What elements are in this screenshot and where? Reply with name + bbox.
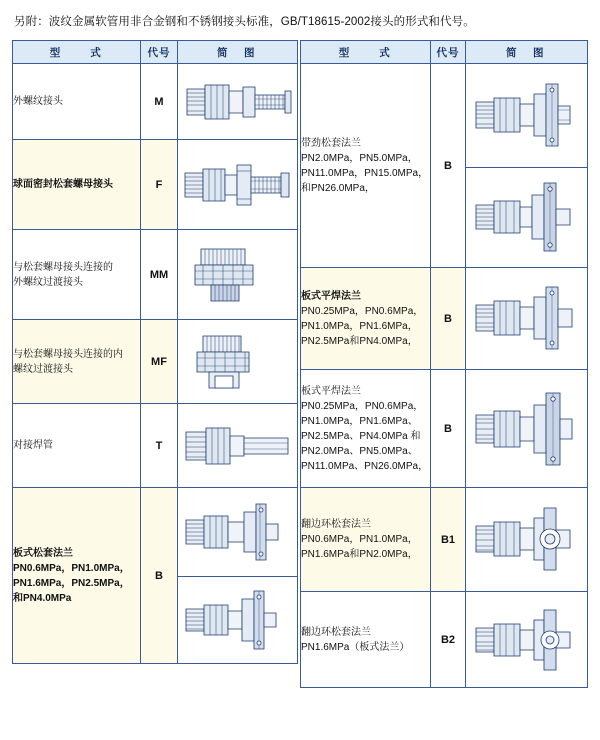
plate-loose-flange-figure-a xyxy=(178,488,297,577)
table-row xyxy=(13,64,298,140)
right-spec-table xyxy=(300,40,588,688)
row-code-cell: B xyxy=(431,268,465,370)
table-row xyxy=(13,488,298,664)
row-code-cell: T xyxy=(141,404,177,488)
row-figure-cell xyxy=(177,320,297,404)
plate-loose-flange-figure-b xyxy=(178,577,297,663)
header-code: 代号 xyxy=(141,41,177,64)
table-row xyxy=(13,320,298,404)
row-code-cell: B xyxy=(431,370,465,488)
table-row xyxy=(13,140,298,230)
page-title: 另附：波纹金属软管用非合金钢和不锈钢接头标准，GB/T18615-2002接头的形式和代号。 xyxy=(14,16,475,28)
table-row xyxy=(301,268,588,370)
internal-thread-transition-figure xyxy=(178,330,297,394)
butt-weld-pipe-figure xyxy=(178,416,297,476)
row-code-cell: B xyxy=(431,64,465,268)
tables-container xyxy=(12,40,588,688)
row-code-cell: F xyxy=(141,140,177,230)
row-figure-cell xyxy=(177,230,297,320)
row-figure-cell xyxy=(177,140,297,230)
row-code-cell: MF xyxy=(141,320,177,404)
plate-flat-weld-flange-figure xyxy=(466,275,587,363)
row-type-cell: 外螺纹接头 xyxy=(13,64,141,140)
header-figure: 简 图 xyxy=(465,41,587,64)
row-type-cell: 板式松套法兰 PN0.6MPa，PN1.0MPa， PN1.6MPa，PN2.5MPa， 和PN4.0MPa xyxy=(13,488,141,664)
row-type-cell: 与松套螺母接头连接的内 螺纹过渡接头 xyxy=(13,320,141,404)
header-figure: 简 图 xyxy=(177,41,297,64)
table-header-row xyxy=(13,41,298,64)
table-row xyxy=(13,404,298,488)
table-header-row xyxy=(301,41,588,64)
row-code-cell: MM xyxy=(141,230,177,320)
plate-flat-weld-flange-figure-2 xyxy=(466,377,587,481)
lap-joint-flange-figure xyxy=(466,494,587,586)
row-code-cell: B xyxy=(141,488,177,664)
header-type: 型 式 xyxy=(13,41,141,64)
row-type-cell: 与松套螺母接头连接的 外螺纹过渡接头 xyxy=(13,230,141,320)
ribbed-loose-flange-figure-a xyxy=(466,70,587,162)
row-figure-cell xyxy=(465,488,587,592)
row-type-cell: 翻边环松套法兰 PN0.6MPa，PN1.0MPa， PN1.6MPa和PN2.0MPa， xyxy=(301,488,431,592)
row-figure-cell xyxy=(465,168,587,268)
lap-joint-flange-plate-figure xyxy=(466,598,587,682)
row-figure-cell xyxy=(177,404,297,488)
row-figure-cell xyxy=(465,268,587,370)
row-code-cell: B2 xyxy=(431,592,465,688)
spherical-seal-union-nut-figure xyxy=(178,153,297,217)
row-figure-cell xyxy=(465,64,587,168)
header-code: 代号 xyxy=(431,41,465,64)
male-thread-joint-figure xyxy=(178,73,297,131)
row-figure-cell xyxy=(177,64,297,140)
external-thread-transition-figure xyxy=(178,241,297,309)
row-code-cell: B1 xyxy=(431,488,465,592)
row-code-cell: M xyxy=(141,64,177,140)
row-type-cell: 翻边环松套法兰 PN1.6MPa（板式法兰） xyxy=(301,592,431,688)
row-figure-cell xyxy=(465,592,587,688)
row-figure-cell xyxy=(465,370,587,488)
table-row xyxy=(13,230,298,320)
row-type-cell: 球面密封松套螺母接头 xyxy=(13,140,141,230)
row-type-cell: 板式平焊法兰 PN0.25MPa，PN0.6MPa， PN1.0MPa，PN1.6MPa、 PN2.5MPa、PN4.0MPa 和 PN2.0MPa、PN5.0MPa、 PN11.0MPa、PN26.0MPa， xyxy=(301,370,431,488)
row-figure-cell xyxy=(177,488,297,664)
row-type-cell: 带劲松套法兰 PN2.0MPa，PN5.0MPa， PN11.0MPa，PN15.0MPa， 和PN26.0MPa， xyxy=(301,64,431,268)
ribbed-loose-flange-figure-b xyxy=(466,173,587,263)
table-row xyxy=(301,592,588,688)
row-type-cell: 对接焊管 xyxy=(13,404,141,488)
table-row xyxy=(301,64,588,168)
row-type-cell: 板式平焊法兰 PN0.25MPa，PN0.6MPa， PN1.0MPa，PN1.6MPa， PN2.5MPa和PN4.0MPa， xyxy=(301,268,431,370)
header-type: 型 式 xyxy=(301,41,431,64)
table-row xyxy=(301,370,588,488)
table-row xyxy=(301,488,588,592)
left-spec-table xyxy=(12,40,298,664)
